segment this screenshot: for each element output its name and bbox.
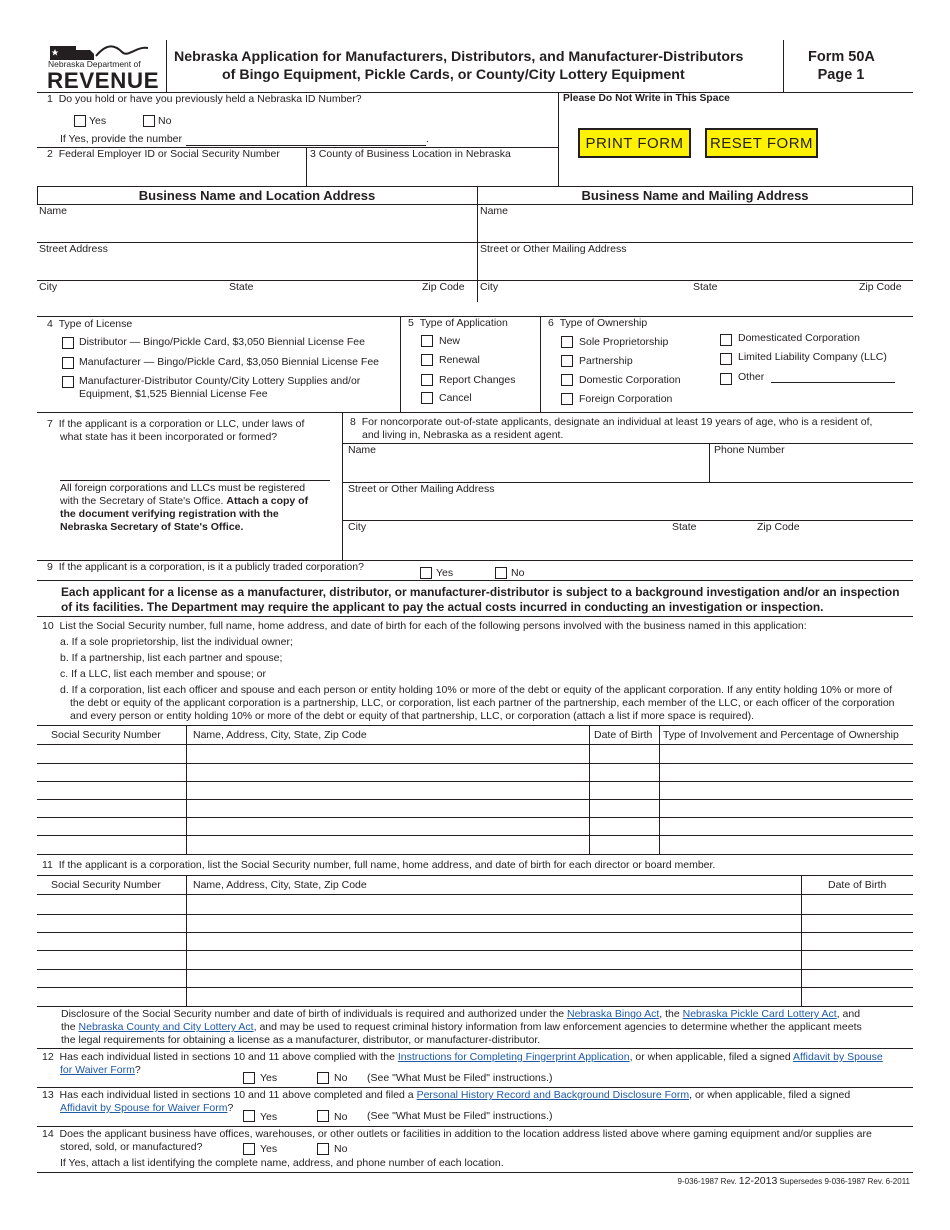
q6-domesticated-corp-label: Domesticated Corporation bbox=[738, 332, 860, 344]
loc-name-label: Name bbox=[39, 205, 68, 217]
q9-text: If the applicant is a corporation, is it a publicly traded corporation? bbox=[58, 561, 364, 573]
q13-number: 13 bbox=[42, 1089, 54, 1101]
location-heading: Business Name and Location Address bbox=[138, 188, 376, 203]
q6-llc-label: Limited Liability Company (LLC) bbox=[738, 351, 887, 363]
q6-domestic-corp-label: Domestic Corporation bbox=[579, 374, 681, 386]
q5-renewal-checkbox[interactable] bbox=[421, 354, 433, 366]
q6-number: 6 bbox=[548, 317, 554, 329]
q9-no-label: No bbox=[511, 567, 525, 579]
q6-other-label: Other bbox=[738, 371, 765, 383]
q5-label bbox=[408, 317, 508, 330]
q11-label bbox=[42, 859, 715, 872]
county-city-lottery-act-link[interactable]: Nebraska County and City Lottery Act bbox=[78, 1021, 254, 1033]
q10-c: c. If a LLC, list each member and spouse; or bbox=[60, 668, 267, 680]
q6-text: Type of Ownership bbox=[559, 317, 648, 329]
q6-other-checkbox[interactable] bbox=[720, 373, 732, 385]
q13-yes-label: Yes bbox=[260, 1111, 278, 1123]
revenue-logo bbox=[44, 42, 160, 92]
q14-number: 14 bbox=[42, 1128, 54, 1140]
q5-renewal-label: Renewal bbox=[439, 354, 480, 366]
q2-text: Federal Employer ID or Social Security Number bbox=[58, 148, 280, 160]
q8-zip-label: Zip Code bbox=[757, 521, 800, 533]
q4-manufacturer-distributor-label1: Manufacturer-Distributor County/City Lottery Supplies and/or bbox=[79, 375, 361, 387]
q12-number: 12 bbox=[42, 1051, 54, 1063]
q10-label bbox=[42, 620, 807, 633]
q4-distributor-checkbox[interactable] bbox=[62, 337, 74, 349]
q8-phone-label: Phone Number bbox=[714, 444, 785, 456]
q7-note2a: with the Secretary of State's Office. bbox=[60, 495, 224, 507]
q10-d3: and every person or entity holding 10% or more of the debt or equity of that partnership, LLC, or corporation (attach a list if more space is required). bbox=[70, 710, 755, 722]
q10-number: 10 bbox=[42, 620, 54, 632]
q14-no-label: No bbox=[334, 1143, 348, 1155]
q1-no-label: No bbox=[158, 115, 172, 127]
q7-number: 7 bbox=[47, 418, 53, 430]
q12-text2: , or when applicable, filed a signed bbox=[629, 1051, 794, 1063]
bingo-act-link[interactable]: Nebraska Bingo Act bbox=[567, 1008, 660, 1020]
q4-label bbox=[47, 318, 132, 331]
q12-line1 bbox=[42, 1051, 883, 1064]
q10-col-involvement: Type of Involvement and Percentage of Ownership bbox=[663, 729, 899, 741]
q2-label bbox=[47, 148, 280, 161]
q10-table-row[interactable] bbox=[37, 763, 913, 764]
q11-col-dob: Date of Birth bbox=[828, 879, 887, 891]
q6-sole-prop-label: Sole Proprietorship bbox=[579, 336, 669, 348]
fingerprint-instructions-link[interactable]: Instructions for Completing Fingerprint Application bbox=[397, 1051, 630, 1063]
q3-text: County of Business Location in Nebraska bbox=[318, 148, 511, 160]
q3-number: 3 bbox=[310, 148, 316, 160]
q1-no-checkbox[interactable] bbox=[143, 115, 155, 127]
q6-label bbox=[548, 317, 647, 330]
q5-cancel-checkbox[interactable] bbox=[421, 392, 433, 404]
q9-yes-label: Yes bbox=[436, 567, 454, 579]
q4-text: Type of License bbox=[58, 318, 133, 330]
q12-see-note: (See "What Must be Filed" instructions.) bbox=[367, 1072, 553, 1084]
q1-label bbox=[47, 93, 362, 106]
q14-line3: If Yes, attach a list identifying the complete name, address, and phone number of each location. bbox=[60, 1157, 504, 1169]
q9-label bbox=[47, 561, 364, 574]
q11-table-row[interactable] bbox=[37, 932, 913, 933]
q9-no-checkbox[interactable] bbox=[495, 567, 507, 579]
disclosure-text1: Disclosure of the Social Security number and date of birth of individuals is required and authorized under the bbox=[61, 1008, 568, 1020]
q7-line2: what state has it been incorporated or formed? bbox=[60, 431, 278, 443]
disclosure-text2: , the bbox=[659, 1008, 683, 1020]
q7-state-field[interactable] bbox=[60, 480, 330, 481]
q6-domesticated-corp-checkbox[interactable] bbox=[720, 334, 732, 346]
mailing-heading: Business Name and Mailing Address bbox=[581, 188, 809, 203]
mail-name-label: Name bbox=[480, 205, 509, 217]
q1-yes-label: Yes bbox=[89, 115, 107, 127]
q1-yes-checkbox[interactable] bbox=[74, 115, 86, 127]
q12-yes-checkbox[interactable] bbox=[243, 1072, 255, 1084]
q5-report-changes-label: Report Changes bbox=[439, 374, 516, 386]
q2-number: 2 bbox=[47, 148, 53, 160]
mail-city-label: City bbox=[480, 281, 499, 293]
q8-line1 bbox=[350, 416, 872, 429]
q8-city-label: City bbox=[348, 521, 367, 533]
q8-number: 8 bbox=[350, 416, 356, 428]
q4-manufacturer-checkbox[interactable] bbox=[62, 357, 74, 369]
loc-state-label: State bbox=[229, 281, 254, 293]
q3-label bbox=[310, 148, 511, 161]
mail-street-label: Street or Other Mailing Address bbox=[480, 243, 627, 255]
q12-text1: Has each individual listed in sections 10 and 11 above complied with the bbox=[59, 1051, 398, 1063]
q7-note1: All foreign corporations and LLCs must be registered bbox=[60, 482, 306, 494]
q8-street-label: Street or Other Mailing Address bbox=[348, 483, 495, 495]
q12-no-label: No bbox=[334, 1072, 348, 1084]
q4-distributor-label: Distributor — Bingo/Pickle Card, $3,050 Biennial License Fee bbox=[79, 336, 365, 348]
q11-text: If the applicant is a corporation, list the Social Security number, full name, home address, and date of birth for each director or board member. bbox=[58, 859, 716, 871]
q10-d2: the debt or equity of the applicant corporation is a partnership, LLC, or corporation, list each partner of the partnership, each member of the LLC, or each officer of the corporation bbox=[70, 697, 895, 709]
q12-line2 bbox=[60, 1064, 141, 1077]
q7-note3: the document verifying registration with the bbox=[60, 508, 279, 520]
q10-d1: d. If a corporation, list each officer and spouse and each person or entity holding 10% or more of the debt or equity of the applicant corporation. If any entity holding 10% or more of bbox=[60, 684, 893, 696]
q4-number: 4 bbox=[47, 318, 53, 330]
q8-name-label: Name bbox=[348, 444, 377, 456]
q9-yes-checkbox[interactable] bbox=[420, 567, 432, 579]
q6-foreign-corp-checkbox[interactable] bbox=[561, 393, 573, 405]
q1-id-number-field[interactable] bbox=[186, 145, 426, 146]
page-number: Page 1 bbox=[817, 67, 865, 83]
q11-col-ssn: Social Security Number bbox=[51, 879, 161, 891]
q7-line1 bbox=[47, 418, 304, 431]
q10-col-dob: Date of Birth bbox=[594, 729, 653, 741]
q1-ifyes-label: If Yes, provide the number bbox=[60, 133, 182, 145]
affidavit-by-spouse-link[interactable]: Affidavit by Spouse bbox=[793, 1051, 883, 1063]
q7-text1: If the applicant is a corporation or LLC, under laws of bbox=[58, 418, 305, 430]
q9-number: 9 bbox=[47, 561, 53, 573]
q5-new-label: New bbox=[439, 335, 461, 347]
q14-line2: stored, sold, or manufactured? bbox=[60, 1141, 203, 1153]
q5-cancel-label: Cancel bbox=[439, 392, 472, 404]
form-title-line1: Nebraska Application for Manufacturers, Distributors, and Manufacturer-Distributors bbox=[174, 49, 744, 65]
footer-code: 9-036-1987 Rev. bbox=[677, 1177, 739, 1186]
notice-line1: Each applicant for a license as a manufacturer, distributor, or manufacturer-distributor is subject to a background investigation and/or an inspection bbox=[61, 585, 900, 599]
loc-street-label: Street Address bbox=[39, 243, 108, 255]
mail-state-label: State bbox=[693, 281, 718, 293]
q5-number: 5 bbox=[408, 317, 414, 329]
q7-note4: Nebraska Secretary of State's Office. bbox=[60, 521, 244, 533]
do-not-write-label: Please Do Not Write in This Space bbox=[563, 93, 730, 104]
q10-table-row[interactable] bbox=[37, 835, 913, 836]
q11-table-row[interactable] bbox=[37, 987, 913, 988]
q14-yes-checkbox[interactable] bbox=[243, 1143, 255, 1155]
q14-yes-label: Yes bbox=[260, 1143, 278, 1155]
q13-line2 bbox=[60, 1102, 233, 1115]
q8-text1: For noncorporate out-of-state applicants, designate an individual at least 19 years of age, who is a resident of, bbox=[361, 416, 873, 428]
q13-yes-checkbox[interactable] bbox=[243, 1110, 255, 1122]
loc-zip-label: Zip Code bbox=[422, 281, 465, 293]
q13-text2: , or when applicable, filed a signed bbox=[689, 1089, 851, 1101]
q1-period: . bbox=[426, 133, 429, 145]
q13-no-checkbox[interactable] bbox=[317, 1110, 329, 1122]
q4-manufacturer-label: Manufacturer — Bingo/Pickle Card, $3,050 Biennial License Fee bbox=[79, 356, 379, 368]
q4-manufacturer-distributor-checkbox[interactable] bbox=[62, 376, 74, 388]
q10-a: a. If a sole proprietorship, list the individual owner; bbox=[60, 636, 293, 648]
q6-partnership-checkbox[interactable] bbox=[561, 355, 573, 367]
q12-no-checkbox[interactable] bbox=[317, 1072, 329, 1084]
q10-table-row[interactable] bbox=[37, 781, 913, 782]
form-title-line2: of Bingo Equipment, Pickle Cards, or County/City Lottery Equipment bbox=[222, 67, 685, 83]
q13-see-note: (See "What Must be Filed" instructions.) bbox=[367, 1110, 553, 1122]
q14-line1 bbox=[42, 1128, 872, 1141]
q5-text: Type of Application bbox=[419, 317, 508, 329]
waiver-form-link[interactable]: for Waiver Form bbox=[60, 1064, 135, 1076]
q1-number: 1 bbox=[47, 93, 53, 105]
pickle-card-act-link[interactable]: Nebraska Pickle Card Lottery Act bbox=[682, 1008, 837, 1020]
q13-line1 bbox=[42, 1089, 850, 1102]
q10-b: b. If a partnership, list each partner and spouse; bbox=[60, 652, 283, 664]
disclosure-line3: the legal requirements for obtaining a license as a manufacturer, distributor, or manufacturer-distributor. bbox=[61, 1034, 541, 1046]
q6-foreign-corp-label: Foreign Corporation bbox=[579, 393, 673, 405]
q10-table-row[interactable] bbox=[37, 799, 913, 800]
q10-col-name: Name, Address, City, State, Zip Code bbox=[193, 729, 367, 741]
q1-text: Do you hold or have you previously held a Nebraska ID Number? bbox=[58, 93, 362, 105]
affidavit-waiver-form-link[interactable]: Affidavit by Spouse for Waiver Form bbox=[60, 1102, 228, 1114]
logo-department: Nebraska Department of bbox=[48, 59, 141, 69]
print-form-button[interactable]: PRINT FORM bbox=[578, 128, 691, 158]
q11-number: 11 bbox=[42, 859, 53, 871]
q6-other-field[interactable] bbox=[771, 382, 895, 383]
q8-state-label: State bbox=[672, 521, 697, 533]
q7-note2 bbox=[60, 495, 308, 508]
q5-new-checkbox[interactable] bbox=[421, 335, 433, 347]
disclosure-line2 bbox=[61, 1021, 862, 1034]
form-number: Form 50A bbox=[808, 49, 875, 65]
q11-col-name: Name, Address, City, State, Zip Code bbox=[193, 879, 367, 891]
reset-form-button[interactable]: RESET FORM bbox=[705, 128, 818, 158]
disclosure-line1 bbox=[61, 1008, 860, 1021]
q10-text: List the Social Security number, full name, home address, and date of birth for each of the following persons involved with the business named in this application: bbox=[59, 620, 807, 632]
q13-no-label: No bbox=[334, 1111, 348, 1123]
q14-text1: Does the applicant business have offices, warehouses, or other outlets or facilities in addition to the location address listed above where gaming equipment and/or supplies are bbox=[59, 1128, 872, 1140]
loc-city-label: City bbox=[39, 281, 58, 293]
logo-revenue: REVENUE bbox=[47, 68, 160, 93]
q6-partnership-label: Partnership bbox=[579, 355, 633, 367]
footer-supersedes: Supersedes 9-036-1987 Rev. 6-2011 bbox=[777, 1177, 910, 1186]
q6-domestic-corp-checkbox[interactable] bbox=[561, 374, 573, 386]
q11-table-row[interactable] bbox=[37, 950, 913, 951]
footer-revision bbox=[678, 1175, 910, 1187]
q13-text3: ? bbox=[227, 1102, 234, 1114]
q12-text3: ? bbox=[134, 1064, 141, 1076]
q13-text1: Has each individual listed in sections 10 and 11 above completed and filed a bbox=[59, 1089, 417, 1101]
q12-yes-label: Yes bbox=[260, 1072, 278, 1084]
q6-llc-checkbox[interactable] bbox=[720, 353, 732, 365]
personal-history-form-link[interactable]: Personal History Record and Background Disclosure Form bbox=[416, 1089, 690, 1101]
q11-table-row[interactable] bbox=[37, 914, 913, 915]
mail-zip-label: Zip Code bbox=[859, 281, 902, 293]
q11-table-row[interactable] bbox=[37, 969, 913, 970]
q10-table-row[interactable] bbox=[37, 817, 913, 818]
disclosure-text5: , and may be used to request criminal history information from law enforcement agencies to determine whether the applicant meets bbox=[253, 1021, 862, 1033]
q6-sole-prop-checkbox[interactable] bbox=[561, 336, 573, 348]
q14-no-checkbox[interactable] bbox=[317, 1143, 329, 1155]
q7-note2b: Attach a copy of bbox=[226, 495, 309, 507]
disclosure-text3: , and bbox=[836, 1008, 861, 1020]
footer-rev: 12-2013 bbox=[738, 1175, 778, 1187]
q8-line2: and living in, Nebraska as a resident agent. bbox=[362, 429, 564, 441]
q10-col-ssn: Social Security Number bbox=[51, 729, 161, 741]
disclosure-text4: the bbox=[61, 1021, 79, 1033]
q5-report-changes-checkbox[interactable] bbox=[421, 374, 433, 386]
notice-line2: of its facilities. The Department may require the applicant to pay the actual costs incurred in conducting an investigation or inspection. bbox=[61, 600, 824, 614]
q4-manufacturer-distributor-label2: Equipment, $1,525 Biennial License Fee bbox=[79, 388, 268, 400]
